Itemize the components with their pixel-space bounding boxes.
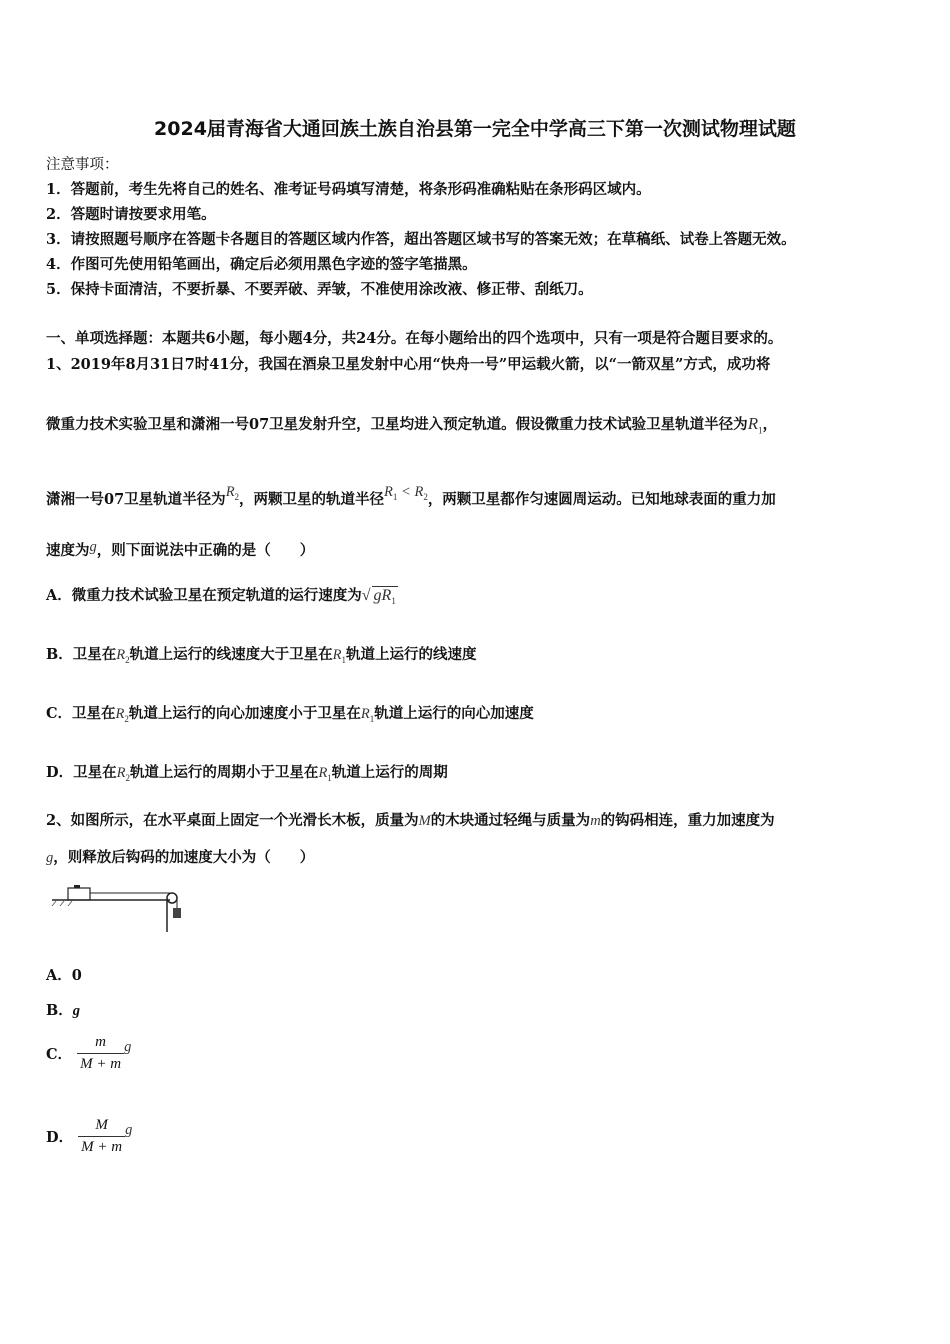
q1-line-3: 潇湘一号07卫星轨道半径为$R_2$，两颗卫星的轨道半径$R_1 < R_2$，两颗卫星都作匀速圆周运动。已知地球表面的重力加 xyxy=(46,484,776,508)
q2-option-d[interactable]: D． $\frac{M}{M + m}$ g xyxy=(46,1117,133,1155)
notice-item: 2．答题时请按要求用笔。 xyxy=(46,206,216,223)
notice-item: 4．作图可先使用铅笔画出，确定后必须用黑色字迹的签字笔描黑。 xyxy=(46,256,477,273)
notice-heading: 注意事项： xyxy=(46,157,119,173)
block-M xyxy=(68,888,90,900)
math-R1: $R_1$ xyxy=(332,647,346,665)
q1-line-2: 微重力技术实验卫星和潇湘一号07卫星发射升空，卫星均进入预定轨道。假设微重力技术试验卫星轨道半径为$R_1$， xyxy=(46,414,778,436)
notice-item: 5．保持卡面清洁，不要折暴、不要弄破、弄皱，不准使用涂改液、修正带、刮纸刀。 xyxy=(46,281,593,298)
q1-option-d[interactable]: D．卫星在$R_2$轨道上运行的周期小于卫星在$R_1$轨道上运行的周期 xyxy=(46,764,448,783)
math-g: g xyxy=(89,539,97,555)
q1-line-1: 1、2019年8月31日7时41分，我国在酒泉卫星发射中心用“快舟一号”甲运载火箭，以“一箭双星”方式，成功将 xyxy=(46,356,771,373)
math-R1: $R_1$ xyxy=(360,706,375,724)
fraction-m-over-M-plus-m: $\frac{m}{M + m}$ xyxy=(77,1034,124,1073)
q2-option-c[interactable]: C． $\frac{m}{M + m}$ g xyxy=(46,1034,132,1072)
q1-line-4: 速度为g，则下面说法中正确的是（ ） xyxy=(46,539,315,559)
q2-line-1: 2、如图所示，在水平桌面上固定一个光滑长木板，质量为M的木块通过轻绳与质量为m的钩码相连，重力加速度为 xyxy=(46,812,775,829)
q2-option-a[interactable]: A．0 xyxy=(46,967,82,984)
math-R1: $R_1$ xyxy=(747,414,763,436)
q1-option-b[interactable]: B．卫星在$R_2$轨道上运行的线速度大于卫星在$R_1$轨道上运行的线速度 xyxy=(46,646,477,665)
q2-line-2: g，则释放后钩码的加速度大小为（ ） xyxy=(46,849,315,866)
section-heading: 一、单项选择题：本题共6小题，每小题4分，共24分。在每小题给出的四个选项中，只有一项是符合题目要求的。 xyxy=(46,330,783,347)
math-R2: $R_2$ xyxy=(116,647,130,665)
notice-item: 1．答题前，考生先将自己的姓名、准考证号码填写清楚，将条形码准确粘贴在条形码区域内。 xyxy=(46,181,651,198)
q2-option-b[interactable]: B．g xyxy=(46,1002,81,1019)
q1-line-2-text: 微重力技术实验卫星和潇湘一号07卫星发射升空，卫星均进入预定轨道。假设微重力技术试验卫星轨道半径为 xyxy=(46,416,748,433)
math-R1-lt-R2: $R_1 < R_2$ xyxy=(384,484,428,502)
pulley-icon xyxy=(167,893,177,903)
math-R2: $R_2$ xyxy=(115,706,129,724)
fraction-M-over-M-plus-m: $\frac{M}{M + m}$ xyxy=(78,1117,125,1156)
pulley-diagram xyxy=(48,882,188,938)
math-R2: $R_2$ xyxy=(225,484,240,502)
notice-item: 3．请按照题号顺序在答题卡各题目的答题区域内作答，超出答题区域书写的答案无效；在草稿纸、试卷上答题无效。 xyxy=(46,231,796,248)
math-R2: $R_2$ xyxy=(116,765,130,783)
page-title: 2024届青海省大通回族土族自治县第一完全中学高三下第一次测试物理试题 xyxy=(154,118,796,140)
hook-weight-m xyxy=(173,908,181,918)
q1-option-c[interactable]: C．卫星在$R_2$轨道上运行的向心加速度小于卫星在$R_1$轨道上运行的向心加速度 xyxy=(46,705,534,724)
math-sqrt-gR1: √ $gR_1$ xyxy=(361,587,396,607)
math-R1: $R_1$ xyxy=(318,765,332,783)
q1-option-a[interactable]: A．微重力技术试验卫星在预定轨道的运行速度为√ $gR_1$ xyxy=(46,587,396,607)
